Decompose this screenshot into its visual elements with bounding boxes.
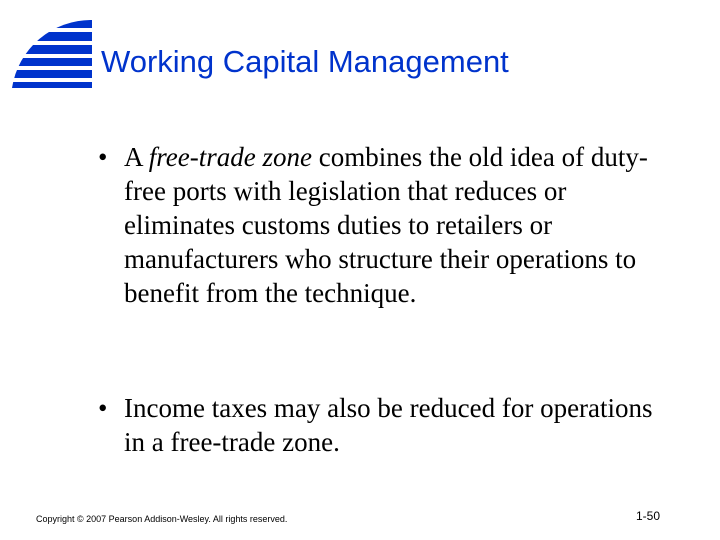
bullet-text-suffix: combines the old idea of duty-free ports with legislation that reduces or eliminates customs duties to retailers or manufacturers who structure their operations to benefit from the technique.	[124, 142, 648, 308]
bullet-text: Income taxes may also be reduced for operations in a free-trade zone.	[124, 393, 653, 457]
bullet-text-emphasis: free-trade zone	[148, 142, 312, 172]
bullet-item	[98, 140, 658, 310]
slide-title: Working Capital Management	[101, 44, 509, 79]
copyright-notice: Copyright © 2007 Pearson Addison-Wesley. All rights reserved.	[36, 514, 288, 524]
logo-icon	[12, 20, 92, 88]
bullet-text	[124, 140, 658, 310]
bullet-dot: •	[98, 393, 108, 423]
bullet-text-prefix: A	[124, 142, 149, 172]
bullet-dot: •	[98, 142, 108, 172]
page-number: 1-50	[636, 509, 661, 523]
bullet-item	[98, 391, 658, 459]
